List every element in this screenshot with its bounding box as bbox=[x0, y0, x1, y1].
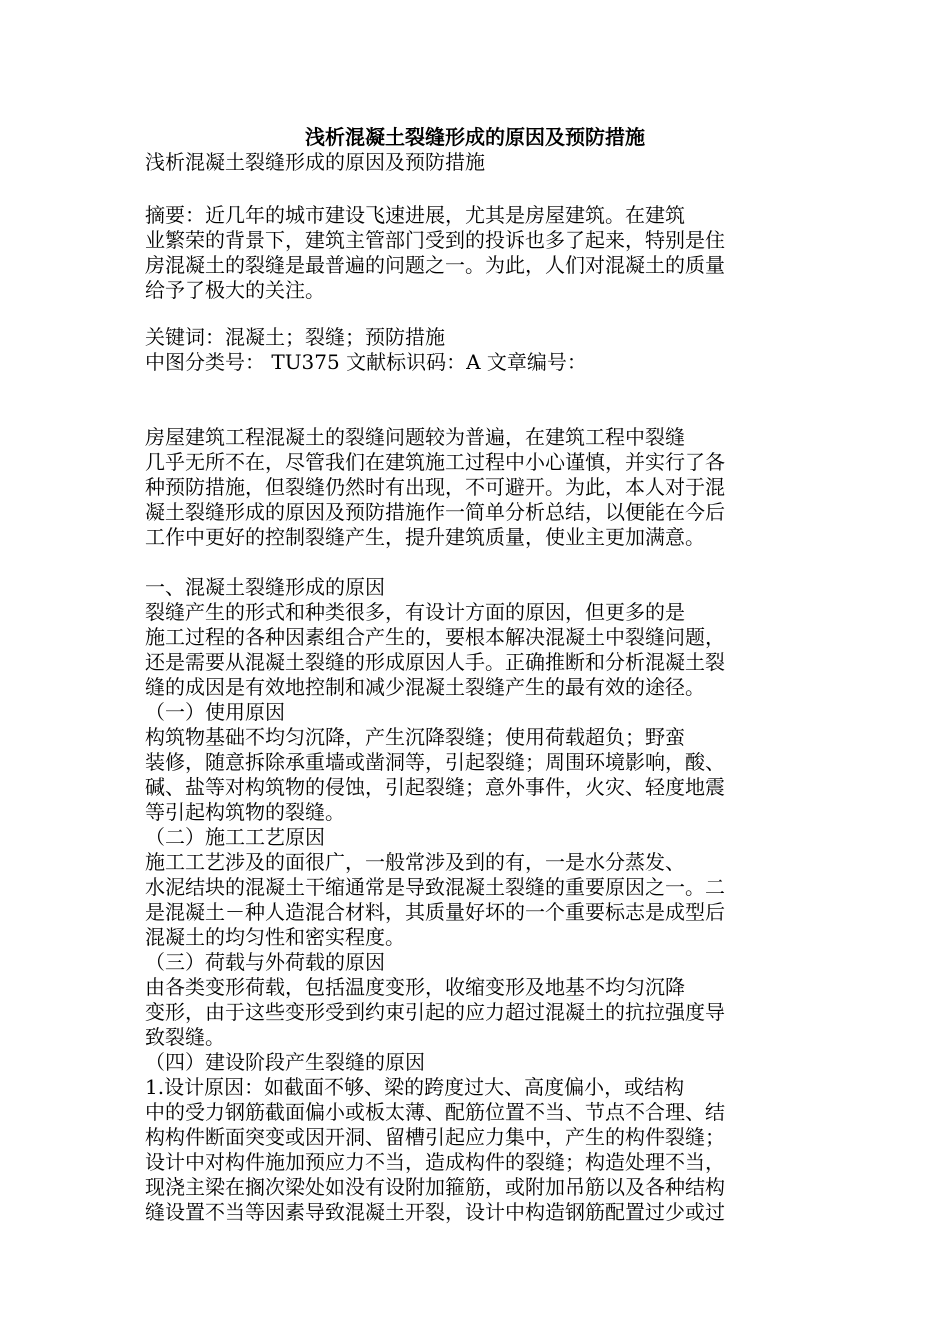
body-line: 设计中对构件施加预应力不当，造成构件的裂缝；构造处理不当， bbox=[145, 1150, 725, 1174]
body-line: 还是需要从混凝土裂缝的形成原因人手。正确推断和分析混凝土裂 bbox=[145, 650, 725, 674]
body-line: 种预防措施，但裂缝仍然时有出现，不可避开。为此，本人对于混 bbox=[145, 475, 725, 499]
document-title: 浅析混凝土裂缝形成的原因及预防措施 bbox=[305, 125, 645, 149]
body-line: 1.设计原因：如截面不够、梁的跨度过大、高度偏小，或结构 bbox=[145, 1075, 685, 1099]
body-line: 缝的成因是有效地控制和减少混凝土裂缝产生的最有效的途径。 bbox=[145, 675, 705, 699]
abstract-line: 房混凝土的裂缝是最普遍的问题之一。为此，人们对混凝土的质量 bbox=[145, 253, 725, 277]
body-line: 裂缝产生的形式和种类很多，有设计方面的原因，但更多的是 bbox=[145, 600, 685, 624]
subsection-heading: （二）施工工艺原因 bbox=[145, 825, 325, 849]
body-line: 碱、盐等对构筑物的侵蚀，引起裂缝；意外事件，火灾、轻度地震 bbox=[145, 775, 725, 799]
body-line: 致裂缝。 bbox=[145, 1025, 225, 1049]
subtitle-line: 浅析混凝土裂缝形成的原因及预防措施 bbox=[145, 150, 485, 174]
body-line: 等引起构筑物的裂缝。 bbox=[145, 800, 345, 824]
abstract-line: 摘要：近几年的城市建设飞速进展，尤其是房屋建筑。在建筑 bbox=[145, 203, 685, 227]
body-line: 水泥结块的混凝土干缩通常是导致混凝土裂缝的重要原因之一。二 bbox=[145, 875, 725, 899]
abstract-line: 业繁荣的背景下，建筑主管部门受到的投诉也多了起来，特别是住 bbox=[145, 228, 725, 252]
body-line: 施工过程的各种因素组合产生的，要根本解决混凝土中裂缝问题， bbox=[145, 625, 725, 649]
body-line: 由各类变形荷载，包括温度变形，收缩变形及地基不均匀沉降 bbox=[145, 975, 685, 999]
subsection-heading: （三）荷载与外荷载的原因 bbox=[145, 950, 385, 974]
body-line: 缝设置不当等因素导致混凝土开裂，设计中构造钢筋配置过少或过 bbox=[145, 1200, 725, 1224]
body-line: 几乎无所不在，尽管我们在建筑施工过程中小心谨慎，并实行了各 bbox=[145, 450, 725, 474]
body-line: 中的受力钢筋截面偏小或板太薄、配筋位置不当、节点不合理、结 bbox=[145, 1100, 725, 1124]
body-line: 变形，由于这些变形受到约束引起的应力超过混凝土的抗拉强度导 bbox=[145, 1000, 725, 1024]
body-line: 是混凝土－种人造混合材料，其质量好坏的一个重要标志是成型后 bbox=[145, 900, 725, 924]
classification-line: 中图分类号： TU375 文献标识码：A 文章编号： bbox=[145, 350, 587, 374]
keywords-line: 关键词：混凝土；裂缝；预防措施 bbox=[145, 325, 445, 349]
body-line: 现浇主梁在搁次梁处如没有设附加箍筋，或附加吊筋以及各种结构 bbox=[145, 1175, 725, 1199]
body-line: 构构件断面突变或因开洞、留槽引起应力集中，产生的构件裂缝； bbox=[145, 1125, 725, 1149]
body-line: 混凝土的均匀性和密实程度。 bbox=[145, 925, 405, 949]
body-line: 工作中更好的控制裂缝产生，提升建筑质量，使业主更加满意。 bbox=[145, 525, 705, 549]
abstract-line: 给予了极大的关注。 bbox=[145, 278, 325, 302]
subsection-heading: （四）建设阶段产生裂缝的原因 bbox=[145, 1050, 425, 1074]
subsection-heading: （一）使用原因 bbox=[145, 700, 285, 724]
body-line: 构筑物基础不均匀沉降，产生沉降裂缝；使用荷载超负；野蛮 bbox=[145, 725, 685, 749]
body-line: 施工工艺涉及的面很广，一般常涉及到的有，一是水分蒸发、 bbox=[145, 850, 685, 874]
body-line: 房屋建筑工程混凝土的裂缝问题较为普遍，在建筑工程中裂缝 bbox=[145, 425, 685, 449]
body-line: 装修，随意拆除承重墙或凿洞等，引起裂缝；周围环境影响，酸、 bbox=[145, 750, 725, 774]
body-line: 凝土裂缝形成的原因及预防措施作一简单分析总结，以便能在今后 bbox=[145, 500, 725, 524]
section-heading: 一、混凝土裂缝形成的原因 bbox=[145, 575, 385, 599]
